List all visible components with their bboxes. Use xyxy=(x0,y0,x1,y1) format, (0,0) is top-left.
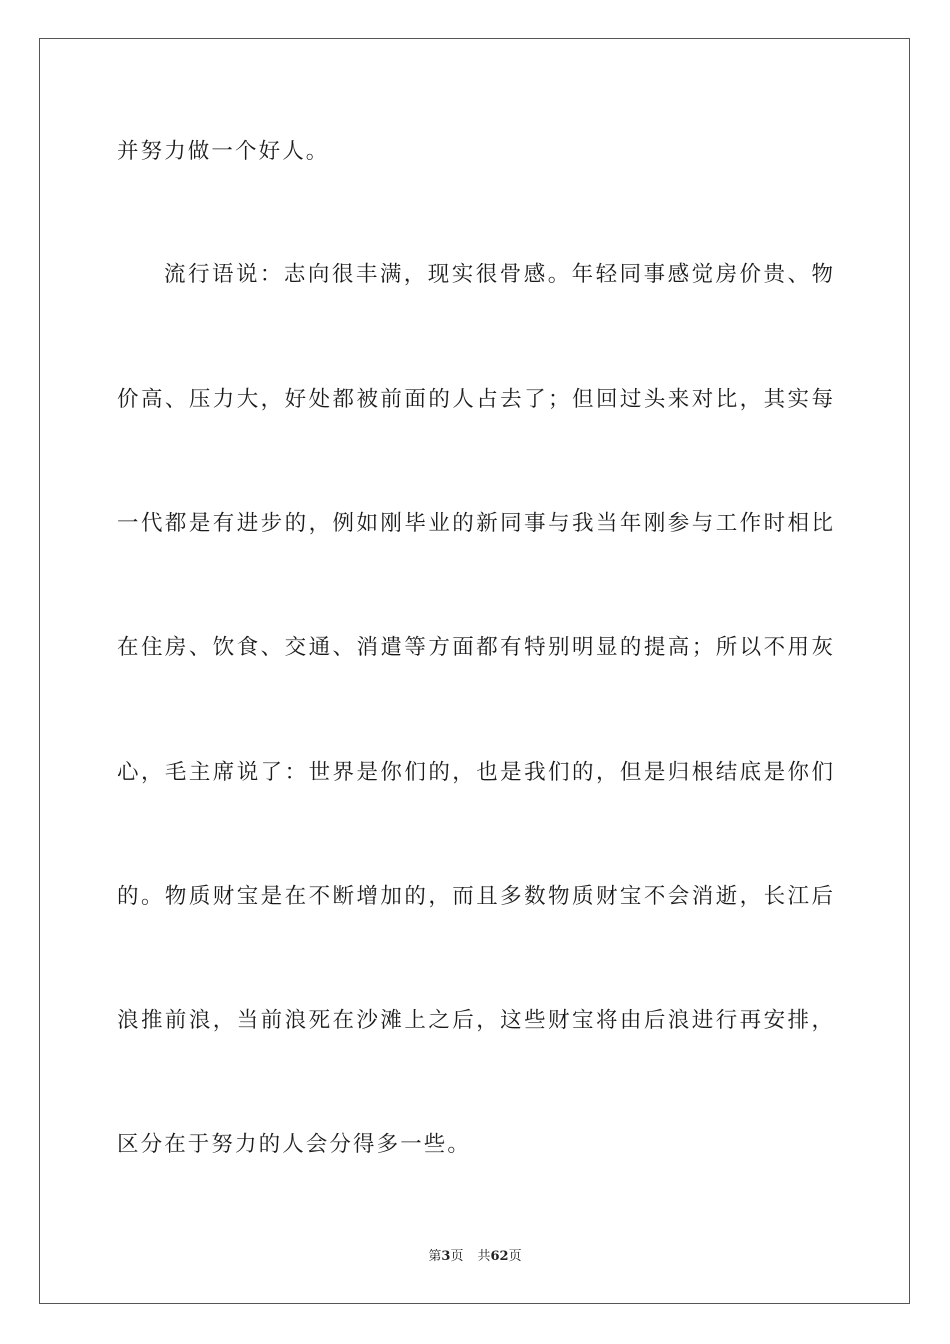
total-pages: 62 xyxy=(490,1249,509,1264)
text-line-2: 流行语说：志向很丰满，现实很骨感。年轻同事感觉房价贵、物 xyxy=(164,262,833,287)
text-line-9: 区分在于努力的人会分得多一些。 xyxy=(117,1132,472,1157)
text-line-6: 心，毛主席说了：世界是你们的，也是我们的，但是归根结底是你们 xyxy=(117,760,833,785)
text-line-7: 的。物质财宝是在不断增加的，而且多数物质财宝不会消逝，长江后 xyxy=(117,884,833,909)
text-line-8: 浪推前浪，当前浪死在沙滩上之后，这些财宝将由后浪进行再安排， xyxy=(117,1008,833,1033)
text-line-4: 一代都是有进步的，例如刚毕业的新同事与我当年刚参与工作时相比 xyxy=(117,511,833,536)
text-line-1: 并努力做一个好人。 xyxy=(117,139,330,164)
text-line-3: 价高、压力大，好处都被前面的人占去了；但回过头来对比，其实每 xyxy=(117,387,833,412)
page-border xyxy=(39,38,910,1304)
total-prefix: 共 xyxy=(477,1249,491,1264)
page-number: 3 xyxy=(441,1249,451,1264)
total-suffix: 页 xyxy=(508,1249,522,1264)
page-prefix: 第 xyxy=(428,1249,442,1264)
page-footer xyxy=(0,1248,950,1266)
page-suffix: 页 xyxy=(450,1249,464,1264)
text-line-5: 在住房、饮食、交通、消遣等方面都有特别明显的提高；所以不用灰 xyxy=(117,635,833,660)
